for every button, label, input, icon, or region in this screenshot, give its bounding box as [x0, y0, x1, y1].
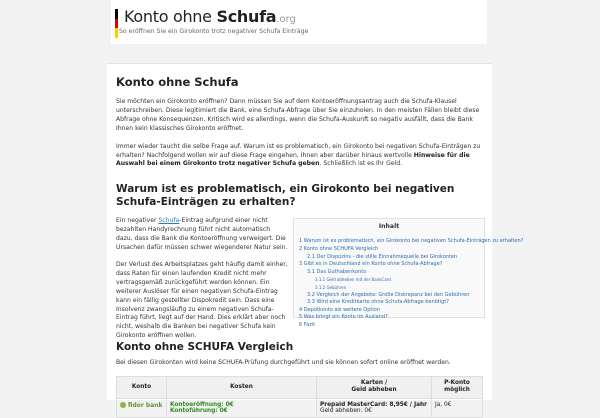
card-cell: [317, 398, 432, 417]
main-content: [107, 63, 524, 414]
german-flag-icon: [115, 9, 118, 38]
section1-paragraph2: Der Verlust des Arbeitsplatzes geht häufig damit einher, dass Raten für einen laufenden Kredit nicht mehr vertragsgemäß zurückgeführt werden können. Ein weiterer Auslöser für einen negativen Schufa-Eintrag kann ein fällig gestellter Dispokredit sein. Dass eine Insolvenz zwangsläufig zu einem negativen Schufa-Eintrag führt, liegt auf der Hand. Dies erklärt aber noch nicht, weshalb die Banken bei negativer Schufa kein Girokonto eröffnen wollen.: [116, 260, 288, 340]
col-header-konto: Konto: [117, 376, 167, 398]
pkonto-cell: Ja, 0€: [432, 398, 483, 417]
section2-heading: Konto ohne SCHUFA Vergleich: [116, 341, 294, 354]
toc-item[interactable]: 2 Konto ohne SCHUFA Vergleich: [299, 245, 379, 252]
logo-tld: .org: [276, 14, 296, 25]
cost-management: Kontoführung: 0€: [170, 407, 228, 414]
section1-paragraph1: [116, 217, 288, 253]
toc-item[interactable]: 3 Gibt es in Deutschland ein Konto ohne Schufa-Abfrage?: [299, 261, 443, 268]
second-paragraph-text: Immer wieder taucht die selbe Frage auf. Warum ist es problematisch, ein Girokonto bei negativen Schufa-Einträgen zu erhalten? Nachfolgend wollen wir auf diese Frage eingehen, Ihnen aber darüber hinaus wertvolle: [116, 142, 481, 159]
section1-text: [116, 217, 288, 341]
toc-title: Inhalt: [378, 223, 400, 231]
toc-item[interactable]: 3.2 Vergleich der Angebote: Große Diskrepanz bei den Gebühren: [307, 291, 470, 298]
second-paragraph: [116, 143, 483, 170]
table-header-row: [117, 376, 483, 398]
section1-heading: Warum ist es problematisch, ein Girokonto bei negativen Schufa-Einträgen zu erhalten?: [116, 183, 455, 208]
cost-cell: [167, 398, 317, 417]
col-header-karten: Karten / Geld abheben: [317, 376, 432, 398]
card-info: Prepaid MasterCard: 8,95€ / Jahr: [320, 401, 428, 408]
table-row: [117, 398, 483, 417]
comparison-table: [116, 376, 483, 418]
second-paragraph-bold: Hinweise für die Auswahl bei einem Girokonto trotz negativer Schufa geben: [116, 151, 470, 168]
toc-item[interactable]: 1 Warum ist es problematisch, ein Girokonto bei negativen Schufa-Einträgen zu erhalten?: [299, 238, 524, 245]
bank-name: fidor bank: [128, 401, 163, 409]
second-paragraph-end: . Schließlich ist es Ihr Geld.: [319, 160, 403, 168]
cost-opening: Kontoeröffnung: 0€: [170, 401, 234, 408]
table-of-contents: [293, 218, 524, 328]
page-title: Konto ohne Schufa: [116, 75, 239, 89]
section1-columns: [116, 217, 524, 340]
site-header: [111, 0, 487, 44]
logo-text-bold: Schufa: [216, 7, 277, 26]
logo-text-plain: Konto ohne: [124, 7, 217, 26]
toc-item[interactable]: 3.1.1 Geld abheben mit der BankCard: [315, 277, 391, 283]
toc-item[interactable]: 2.1 Der Dispozins - die stille Einnahmequelle bei Girokonten: [307, 253, 458, 260]
toc-item[interactable]: 4 Depotkonto als weitere Option: [299, 306, 380, 313]
toc-item[interactable]: 3.3 Wird eine Kreditkarte ohne Schufa-Abfrage benötigt?: [307, 299, 449, 306]
schufa-link[interactable]: Schufa: [158, 217, 180, 225]
col-header-kosten: Kosten: [167, 376, 317, 398]
toc-item[interactable]: 5 Was bringt ein Konto im Ausland?: [299, 314, 388, 321]
bank-logo-icon: [120, 402, 126, 408]
toc-item[interactable]: 6 Fazit: [299, 321, 316, 328]
site-logo[interactable]: [124, 7, 296, 26]
section2-paragraph: Bei diesen Girokonten wird keine SCHUFA-Prüfung durchgeführt und sie können sofort online eröffnet werden.: [116, 358, 451, 366]
intro-paragraph: Sie möchten ein Girokonto eröffnen? Dann müssen Sie auf dem Kontoeröffnungsantrag auch die Schufa-Klausel unterschreiben. Diese legitimiert die Bank, eine Schufa-Abfrage über Sie einzuholen. In den meisten Fällen bleibt diese Abfrage ohne Konsequenzen. Kritisch wird es allerdings, wenn die Schufa-Auskunft so negativ ausfällt, dass die Bank Ihnen kein klassisches Girokonto eröffnet.: [116, 98, 480, 132]
s1-p1-end: -Eintrag aufgrund einer nicht bezahlten Handyrechnung führt nicht automatisch dazu, dass die Bank die Kontoeröffnung verweigert. Die Ursachen dafür müssen schwer wiegenderer Natur sein.: [116, 217, 288, 252]
toc-item[interactable]: 3.1.2 Gebühren: [315, 284, 347, 290]
cash-info: Geld abheben: 0€: [320, 407, 372, 414]
s1-p1-start: Ein negativer: [116, 217, 159, 225]
toc-item[interactable]: 3.1 Das Guthabenkonto: [307, 268, 367, 275]
site-tagline: So eröffnen Sie ein Girokonto trotz negativer Schufa Einträge: [119, 28, 309, 35]
bank-cell[interactable]: [117, 398, 167, 417]
col-header-pkonto: P-Konto möglich: [432, 376, 483, 398]
bank-logo[interactable]: [120, 402, 163, 409]
